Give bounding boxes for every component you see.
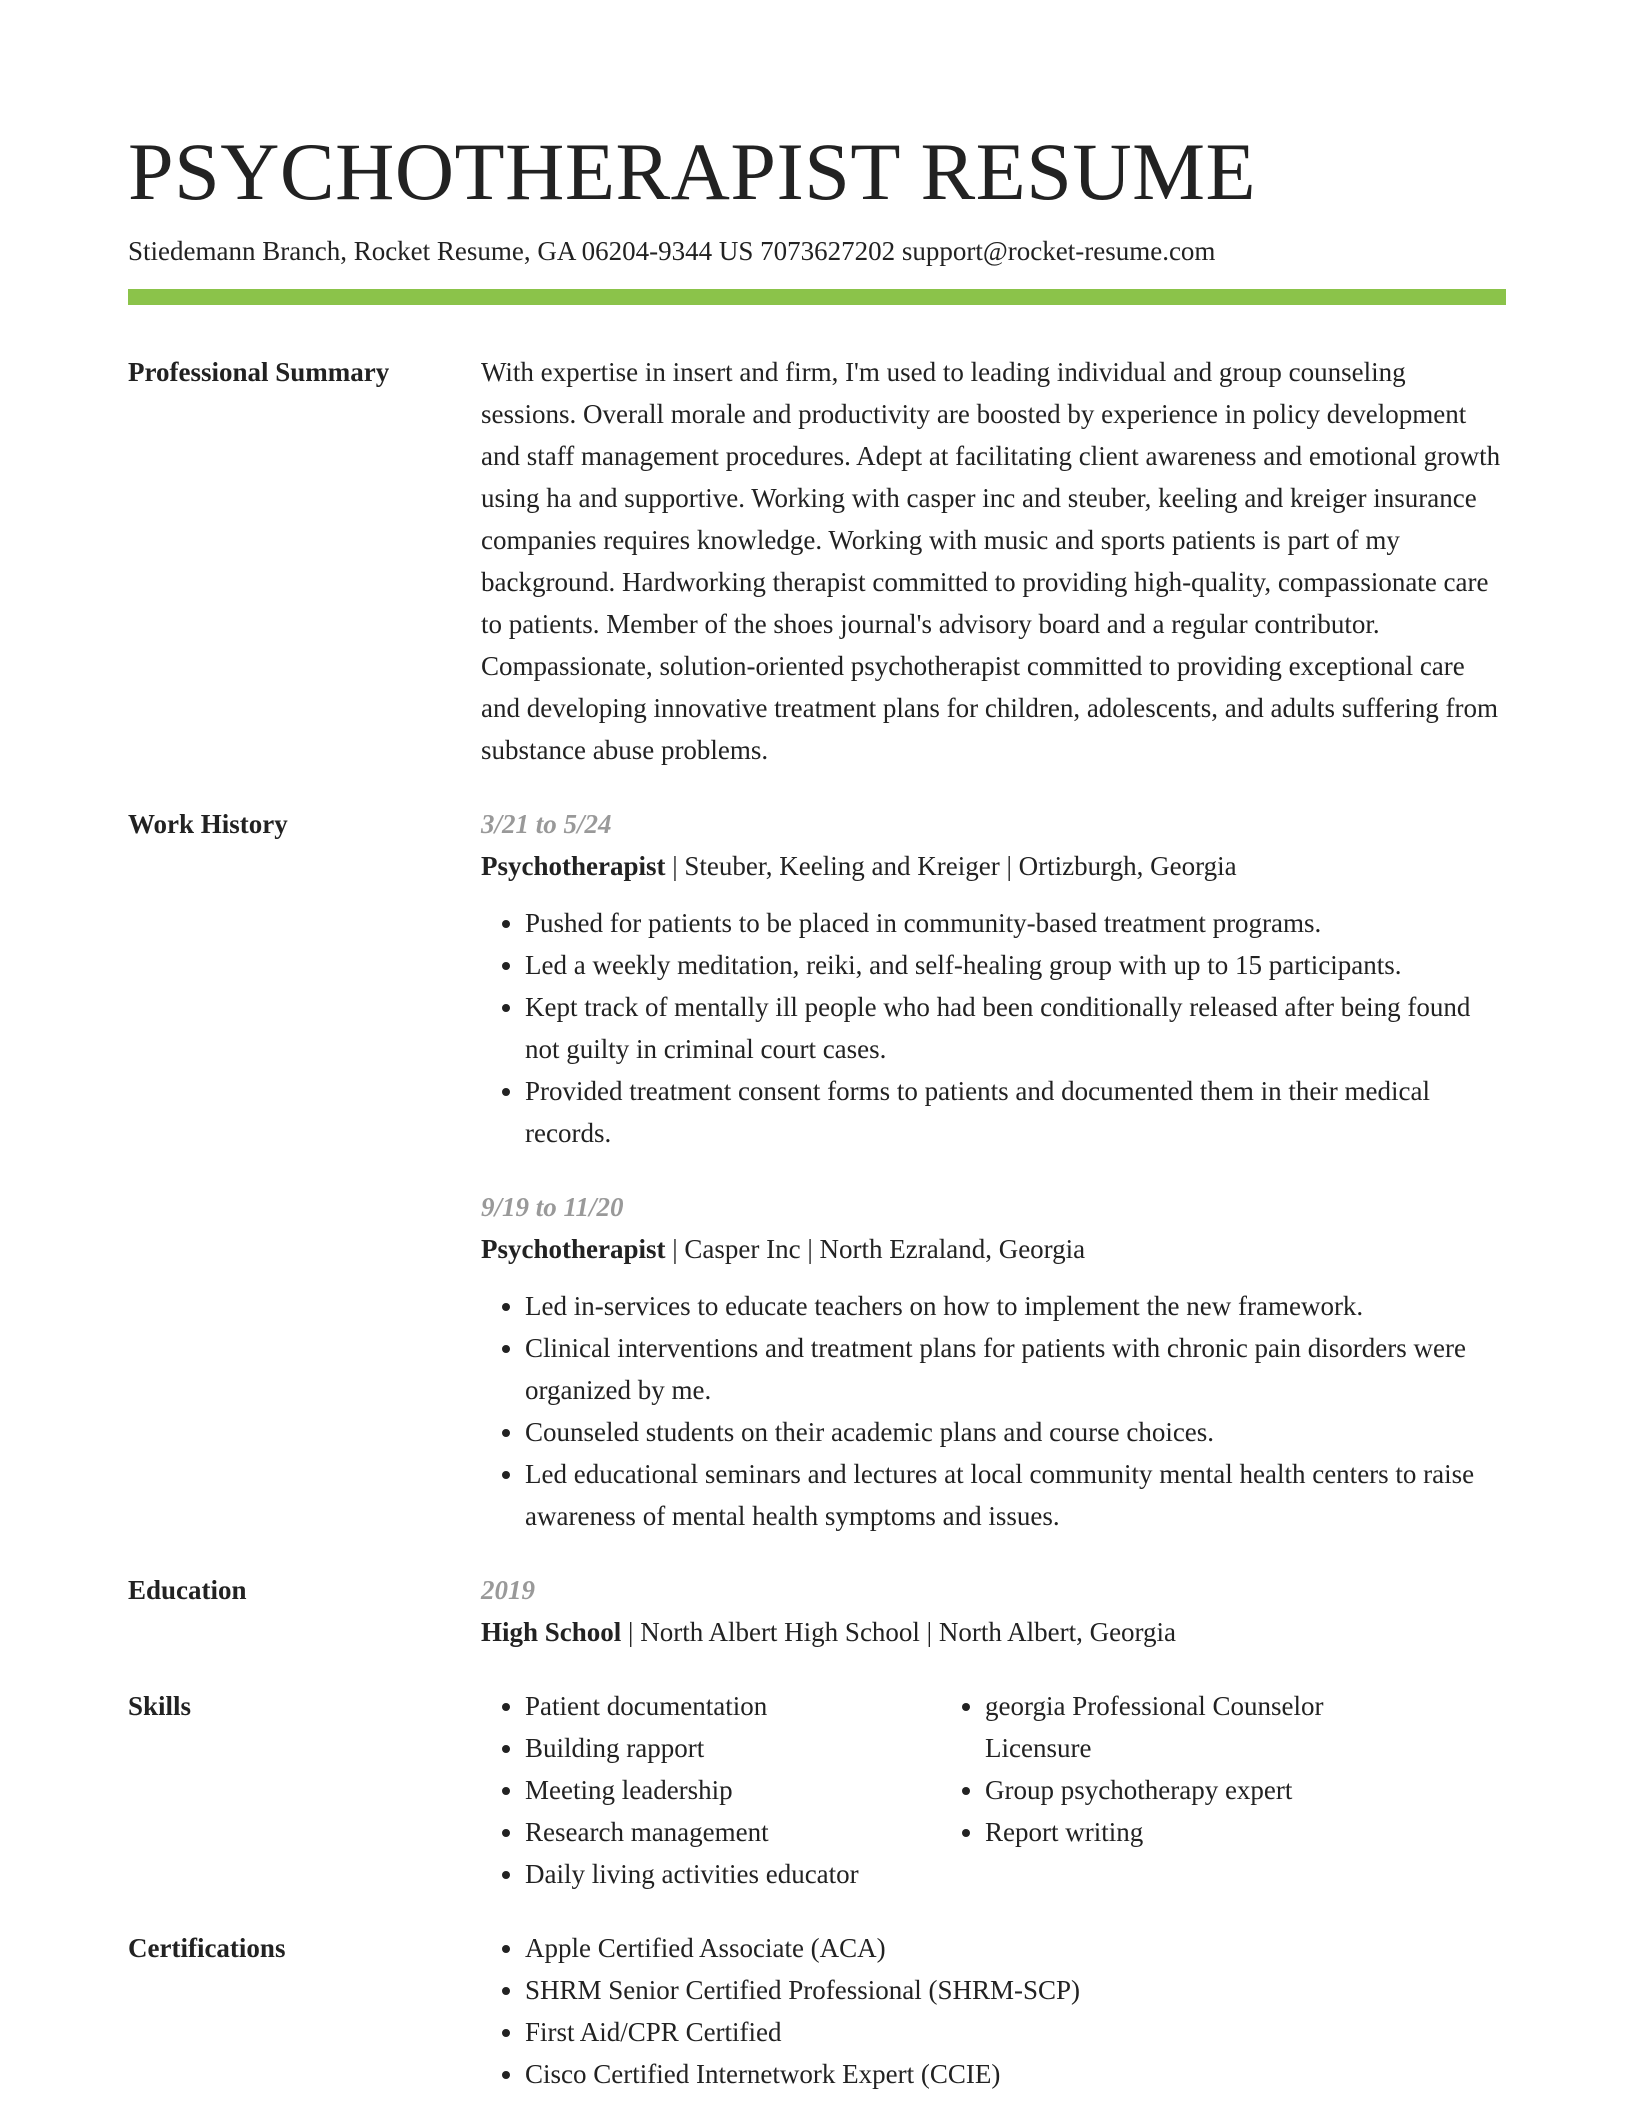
work-history-section (128, 803, 1506, 1537)
skill-item: • Group psychotherapy expert (985, 1769, 1401, 1811)
skills-list-right (941, 1685, 1401, 1853)
certification-item: • SHRM Senior Certified Professional (SHRM-SCP) (525, 1969, 1506, 2011)
certifications-label: Certifications (128, 1933, 286, 1963)
job-title: Psychotherapist (481, 1234, 666, 1264)
job-bullets (481, 1285, 1506, 1537)
skill-item: • Building rapport (525, 1727, 941, 1769)
skill-item: • Report writing (985, 1811, 1401, 1853)
certifications-list (481, 1927, 1506, 2095)
job-bullet: • Led in-services to educate teachers on how to implement the new framework. (525, 1285, 1506, 1327)
header-divider (128, 289, 1506, 305)
job-bullet: • Led a weekly meditation, reiki, and self-healing group with up to 15 participants. (525, 944, 1506, 986)
work-history-body (481, 803, 1506, 1537)
job-bullet: • Pushed for patients to be placed in community-based treatment programs. (525, 902, 1506, 944)
summary-text: With expertise in insert and firm, I'm used to leading individual and group counseling sessions. Overall morale and productivity are boosted by experience in policy development and staff management procedures. Adept at facilitating client awareness and emotional growth using ha and supportive. Working with casper inc and steuber, keeling and kreiger insurance companies requires knowledge. Working with music and sports patients is part of my background. Hardworking therapist committed to providing high-quality, compassionate care to patients. Member of the shoes journal's advisory board and a regular contributor. Compassionate, solution-oriented psychotherapist committed to providing exceptional care and developing innovative treatment plans for children, adolescents, and adults suffering from substance abuse problems. (481, 357, 1501, 765)
job-bullets (481, 902, 1506, 1154)
skill-item: • Patient documentation (525, 1685, 941, 1727)
education-degree: High School (481, 1617, 622, 1647)
summary-body (481, 351, 1506, 771)
resume-page (128, 118, 1506, 2095)
skill-item: • Research management (525, 1811, 941, 1853)
job-bullet: • Counseled students on their academic plans and course choices. (525, 1411, 1506, 1453)
education-body (481, 1569, 1506, 1653)
education-details: | North Albert High School | North Albert, Georgia (621, 1617, 1177, 1647)
contact-line: Stiedemann Branch, Rocket Resume, GA 06204-9344 US 7073627202 support@rocket-resume.com (128, 236, 1216, 266)
job-entry (481, 803, 1506, 1154)
skills-column-right (941, 1685, 1401, 1895)
certifications-body (481, 1927, 1506, 2095)
summary-section (128, 351, 1506, 771)
education-section (128, 1569, 1506, 1653)
resume-title: PSYCHOTHERAPIST RESUME (128, 126, 1257, 217)
job-title: Psychotherapist (481, 851, 666, 881)
job-details: | Casper Inc | North Ezraland, Georgia (665, 1234, 1086, 1264)
summary-label: Professional Summary (128, 357, 390, 387)
job-dates: 3/21 to 5/24 (481, 809, 612, 839)
skills-columns (481, 1685, 1506, 1895)
certification-item: • Apple Certified Associate (ACA) (525, 1927, 1506, 1969)
skills-column-left (481, 1685, 941, 1895)
education-date: 2019 (481, 1575, 535, 1605)
job-role-line (481, 845, 1506, 887)
education-label: Education (128, 1575, 247, 1605)
skills-label: Skills (128, 1691, 192, 1721)
work-history-label: Work History (128, 809, 288, 839)
job-bullet: • Kept track of mentally ill people who had been conditionally released after being found not guilty in criminal court cases. (525, 986, 1506, 1070)
skills-list-left (481, 1685, 941, 1895)
job-bullet: • Clinical interventions and treatment plans for patients with chronic pain disorders were organized by me. (525, 1327, 1506, 1411)
skill-item: • Daily living activities educator (525, 1853, 941, 1895)
education-line (481, 1611, 1506, 1653)
job-role-line (481, 1228, 1506, 1270)
skills-section (128, 1685, 1506, 1895)
job-bullet: • Led educational seminars and lectures at local community mental health centers to raise awareness of mental health symptoms and issues. (525, 1453, 1506, 1537)
certification-item: • Cisco Certified Internetwork Expert (CCIE) (525, 2053, 1506, 2095)
certifications-section (128, 1927, 1506, 2095)
job-bullet: • Provided treatment consent forms to patients and documented them in their medical records. (525, 1070, 1506, 1154)
certification-item: • First Aid/CPR Certified (525, 2011, 1506, 2053)
skill-item: • Meeting leadership (525, 1769, 941, 1811)
job-dates: 9/19 to 11/20 (481, 1192, 624, 1222)
job-details: | Steuber, Keeling and Kreiger | Ortizburgh, Georgia (665, 851, 1237, 881)
job-entry (481, 1186, 1506, 1537)
skills-body (481, 1685, 1506, 1895)
skill-item: • georgia Professional Counselor Licensure (985, 1685, 1401, 1769)
